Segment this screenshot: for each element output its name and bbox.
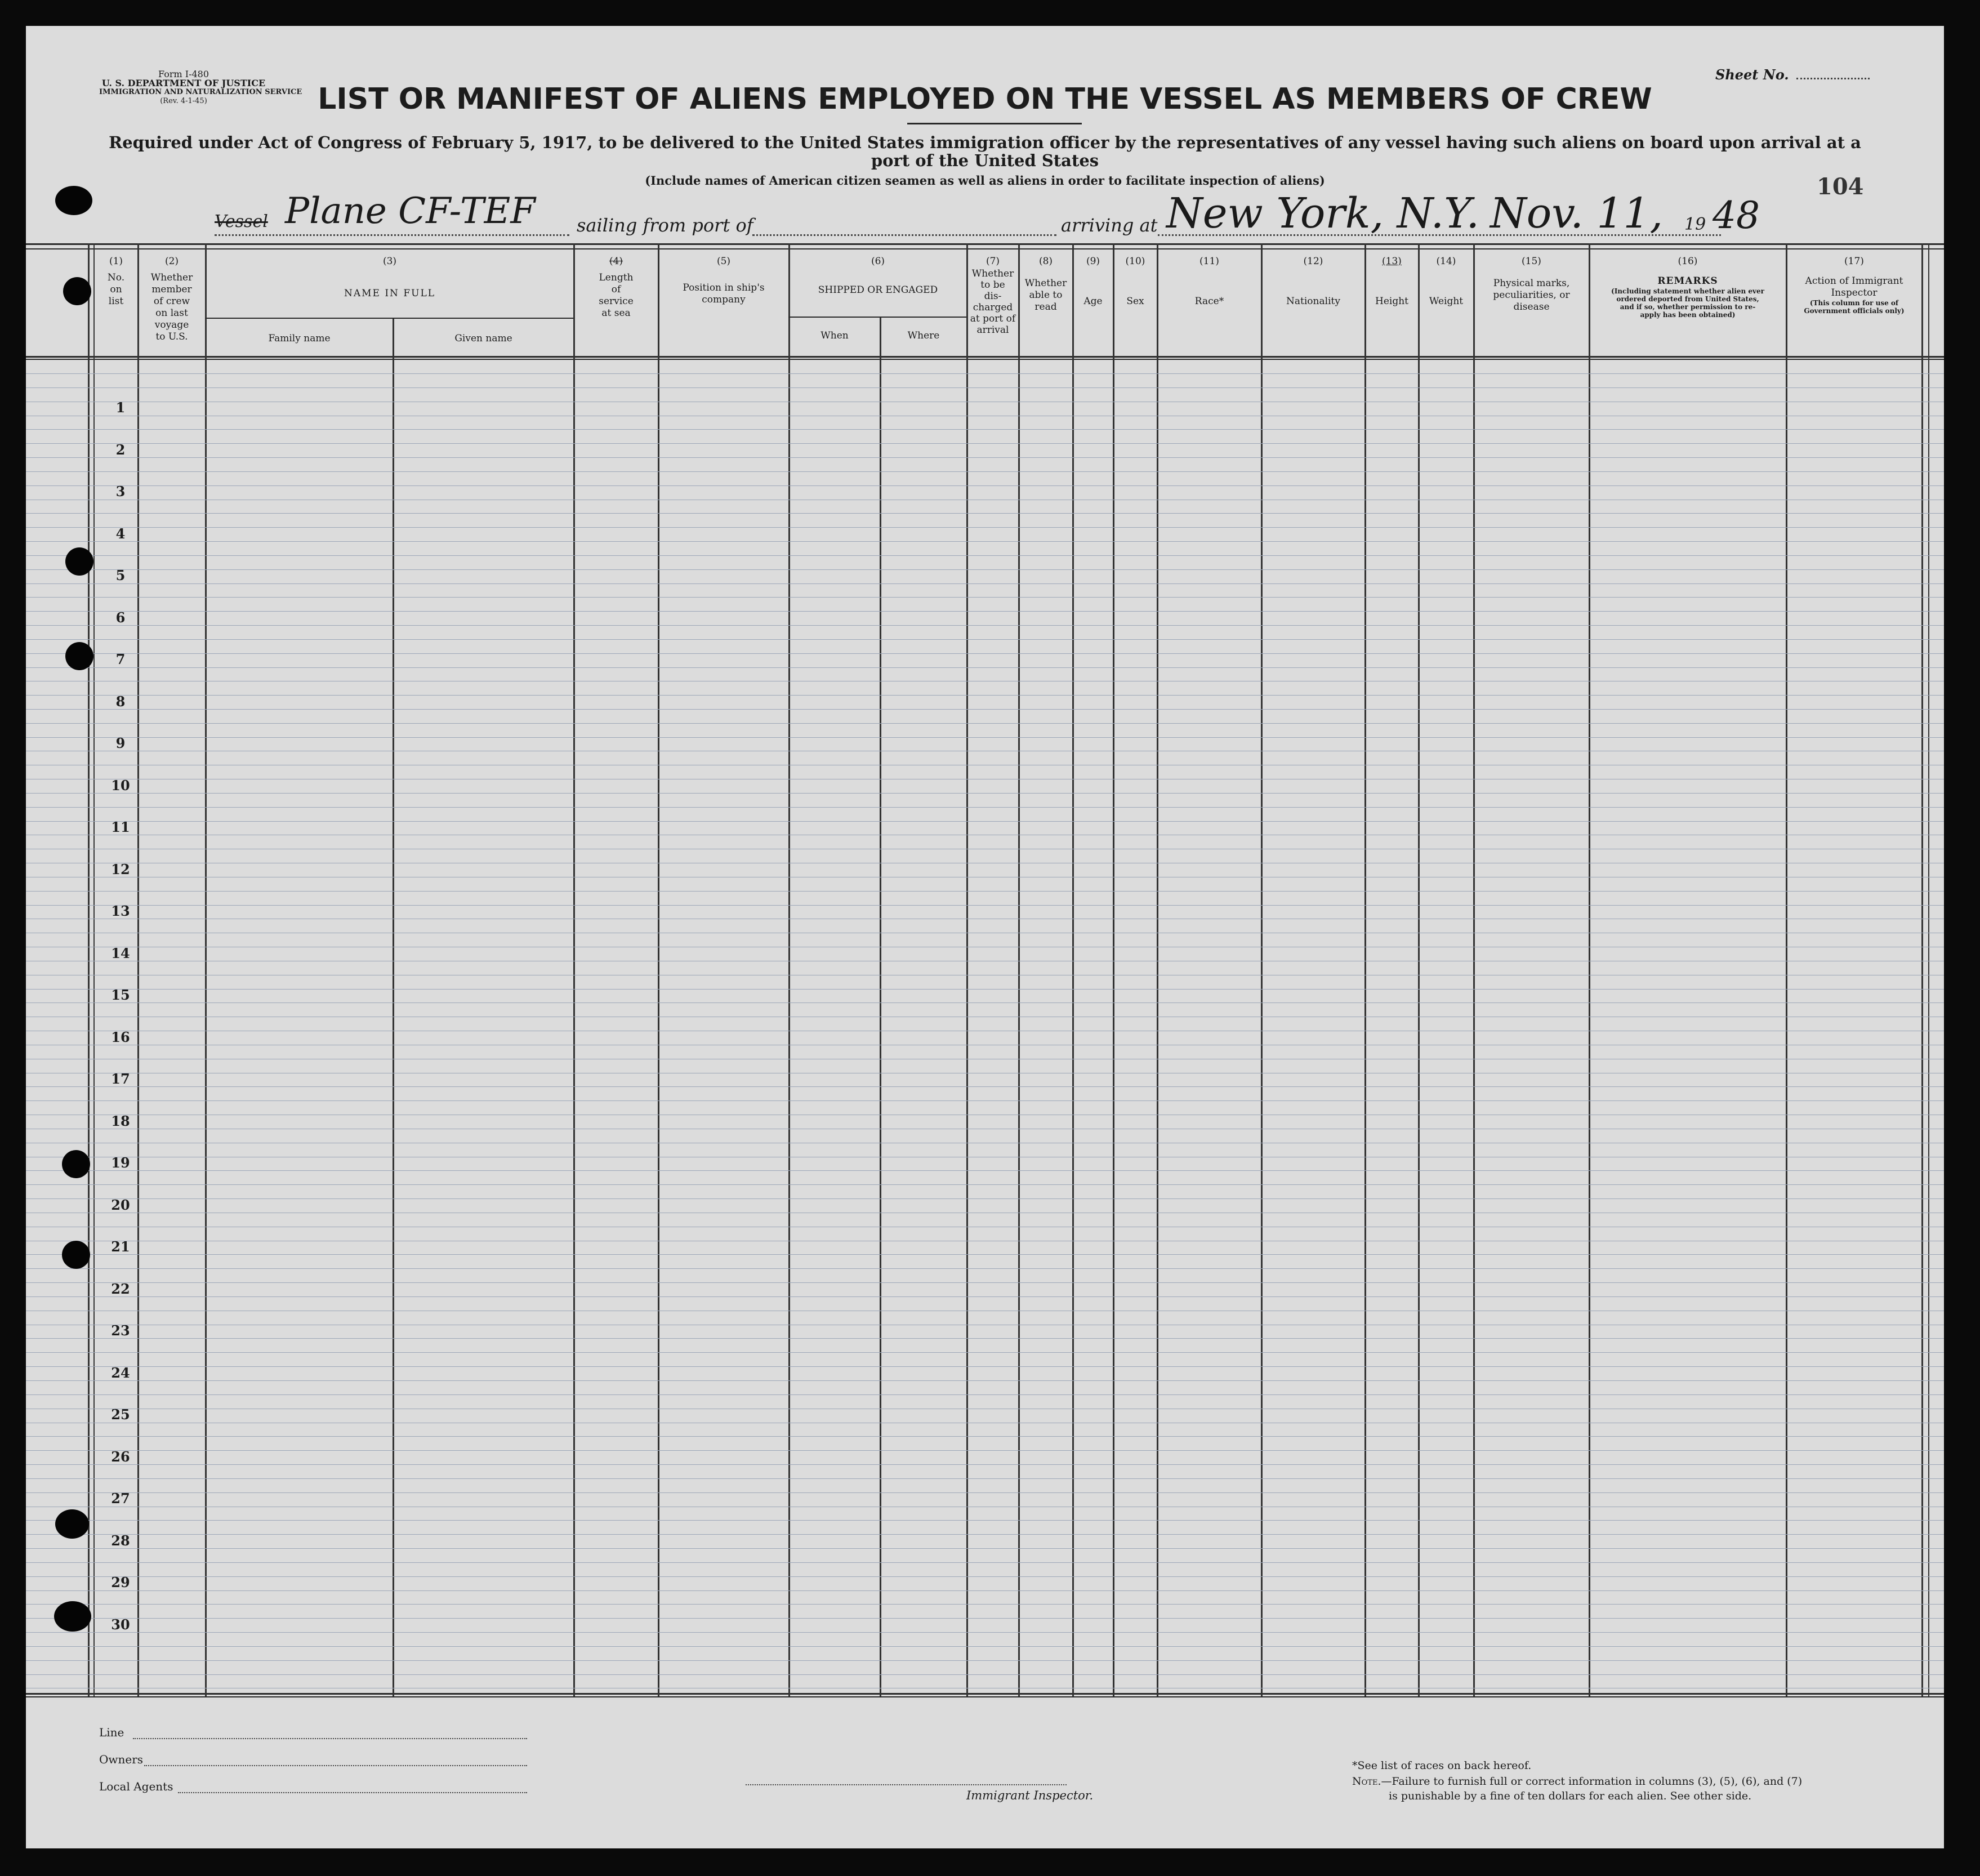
ruled-line	[26, 695, 1944, 696]
ruled-line	[26, 1184, 1944, 1185]
ruled-line	[26, 1492, 1944, 1493]
races-note: *See list of races on back hereof.	[1352, 1759, 1532, 1772]
ruled-line	[26, 667, 1944, 668]
col1-label-line: No.	[107, 272, 125, 283]
ruled-line	[26, 1674, 1944, 1675]
ruled-line	[26, 443, 1944, 444]
col9-number: (9)	[1086, 256, 1100, 267]
subtitle-note: (Include names of American citizen seamen as well as aliens in order to facilitate inspection of aliens)	[645, 173, 1325, 188]
given-name-header: Given name	[454, 333, 512, 344]
col7-label-line: Whether	[971, 268, 1014, 279]
col15-label-line: Physical marks,	[1493, 278, 1570, 289]
col7-label-line: dis-	[984, 291, 1002, 302]
col-divider	[393, 319, 394, 1696]
col1-header	[95, 256, 137, 308]
col10-number: (10)	[1125, 256, 1145, 267]
stamp-number: 104	[1817, 173, 1864, 200]
ruled-line	[26, 611, 1944, 612]
col2-label-line: to U.S.	[155, 331, 188, 342]
form-revision: (Rev. 4-1-45)	[160, 97, 207, 105]
ruled-line	[26, 891, 1944, 892]
ruled-line	[26, 989, 1944, 990]
ruled-line	[26, 1646, 1944, 1647]
note-line1: —Failure to furnish full or correct information in columns (3), (5), (6), and (7)	[1381, 1775, 1803, 1788]
col11-header	[1158, 256, 1261, 308]
punch-hole	[54, 1601, 91, 1632]
col3-label: NAME IN FULL	[344, 288, 436, 299]
row-number: 9	[115, 735, 126, 751]
col8-header	[1019, 256, 1072, 313]
name-subheader-rule	[205, 318, 573, 319]
col6-label: SHIPPED OR ENGAGED	[818, 284, 938, 296]
col2-header	[139, 256, 205, 343]
col10-label: Sex	[1126, 296, 1144, 307]
col17-note-line: Government officials only)	[1804, 307, 1905, 315]
punch-hole	[62, 1241, 90, 1269]
col17-header	[1787, 256, 1921, 315]
ruled-line	[26, 723, 1944, 724]
vessel-value[interactable]: Plane CF-TEF	[285, 190, 536, 232]
col7-label-line: at port of	[970, 313, 1016, 324]
ruled-line	[26, 1100, 1944, 1101]
ruled-line	[26, 737, 1944, 738]
title-underline	[907, 123, 1082, 124]
col1-label-line: on	[110, 284, 122, 295]
service-name: IMMIGRATION AND NATURALIZATION SERVICE	[99, 88, 302, 96]
subtitle-line2: port of the United States	[871, 151, 1099, 170]
col4-number: (4)	[609, 256, 623, 267]
row-number: 5	[115, 567, 126, 583]
row-number: 25	[111, 1406, 130, 1423]
col1-label-line: list	[108, 296, 124, 307]
year-value[interactable]: 48	[1713, 194, 1760, 237]
ruled-line	[26, 1296, 1944, 1297]
col15-label-line: peculiarities, or	[1493, 289, 1570, 301]
row-number: 27	[111, 1490, 130, 1507]
row-number: 14	[111, 945, 130, 961]
col7-number: (7)	[985, 256, 1000, 267]
row-number: 17	[111, 1071, 130, 1087]
row-number: 30	[111, 1616, 130, 1633]
table-top-rule	[26, 243, 1944, 245]
arriving-value[interactable]: New York, N.Y.	[1166, 189, 1480, 238]
col3-header	[206, 256, 573, 300]
col14-number: (14)	[1436, 256, 1456, 267]
col14-label: Weight	[1429, 296, 1464, 307]
col12-label: Nationality	[1286, 296, 1340, 307]
subtitle-line1: Required under Act of Congress of February 5, 1917, to be delivered to the United States immigration officer by the representatives of any vessel having such aliens on board upon arrival at a	[109, 133, 1861, 152]
sheet-number-blank[interactable]	[1796, 78, 1870, 79]
col5-label-line: Position in ship's	[683, 282, 765, 293]
ruled-line	[26, 485, 1944, 486]
department-name: U. S. DEPARTMENT OF JUSTICE	[101, 78, 266, 88]
col16-note-line: (Including statement whether alien ever	[1611, 287, 1764, 295]
header-bottom-rule	[26, 356, 1944, 358]
row-number: 29	[111, 1574, 130, 1590]
row-number: 20	[111, 1197, 130, 1213]
col4-label-line: at sea	[601, 308, 631, 319]
ruled-line	[26, 1198, 1944, 1199]
row-number: 18	[111, 1113, 130, 1129]
row-number: 16	[111, 1029, 130, 1045]
note-label: Note.	[1352, 1775, 1381, 1788]
ruled-line	[26, 1632, 1944, 1633]
ruled-line	[26, 583, 1944, 584]
ruled-line	[26, 1268, 1944, 1269]
row-number: 10	[111, 777, 130, 794]
ruled-line	[26, 1282, 1944, 1283]
col11-number: (11)	[1199, 256, 1219, 267]
ruled-line	[26, 1394, 1944, 1395]
punch-hole	[55, 1509, 89, 1539]
row-number: 12	[111, 861, 130, 877]
ruled-line	[26, 541, 1944, 542]
ruled-line	[26, 1366, 1944, 1367]
col14-header	[1419, 256, 1473, 308]
ruled-line	[26, 1352, 1944, 1353]
arriving-label: arriving at	[1061, 215, 1158, 236]
punch-hole	[55, 186, 92, 215]
ruled-line	[26, 1464, 1944, 1465]
col4-header	[574, 256, 658, 319]
ruled-line	[26, 597, 1944, 598]
col10-header	[1114, 256, 1157, 308]
ruled-line	[26, 1380, 1944, 1381]
ruled-line	[26, 793, 1944, 794]
ruled-line	[26, 1604, 1944, 1605]
ruled-line	[26, 821, 1944, 822]
ruled-line	[26, 1170, 1944, 1171]
date-value[interactable]: Nov. 11,	[1490, 189, 1664, 238]
sailing-field-line[interactable]	[752, 234, 1056, 236]
col13-label: Height	[1375, 296, 1408, 307]
col5-label-line: company	[702, 294, 746, 305]
col12-number: (12)	[1303, 256, 1323, 267]
punch-hole	[62, 1150, 90, 1178]
note-line2: is punishable by a fine of ten dollars for each alien. See other side.	[1389, 1790, 1752, 1802]
row-number: 2	[115, 442, 126, 458]
table-top-rule-2	[26, 248, 1944, 249]
year-prefix: 19	[1684, 215, 1706, 234]
table-bottom-rule	[26, 1693, 1944, 1695]
col7-label-line: arrival	[976, 324, 1009, 336]
row-number: 7	[115, 651, 126, 667]
ruled-line	[26, 1618, 1944, 1619]
manifest-sheet	[26, 26, 1944, 1848]
col13-number: (13)	[1382, 256, 1402, 267]
col3-number: (3)	[382, 256, 397, 267]
col9-label: Age	[1083, 296, 1103, 307]
col16-note-line: apply has been obtained)	[1640, 311, 1736, 319]
ruled-line	[26, 1002, 1944, 1003]
owners-label: Owners	[99, 1753, 144, 1766]
line-field[interactable]	[133, 1738, 527, 1739]
ruled-line	[26, 653, 1944, 654]
col17-number: (17)	[1844, 256, 1864, 267]
punch-hole	[65, 547, 93, 576]
col17-note-line: (This column for use of	[1809, 299, 1899, 307]
row-number: 6	[115, 609, 126, 626]
ruled-line	[26, 1520, 1944, 1521]
ruled-line	[26, 569, 1944, 570]
col2-label-line: member	[151, 284, 192, 295]
vessel-label: Vessel	[215, 212, 268, 231]
ruled-line	[26, 1562, 1944, 1563]
row-number: 13	[111, 903, 130, 919]
ruled-line	[26, 625, 1944, 626]
fine-note	[1352, 1775, 1802, 1788]
col16-label: REMARKS	[1657, 275, 1718, 287]
shipped-subheader-rule	[788, 317, 966, 318]
col2-number: (2)	[164, 256, 179, 267]
local-agents-label: Local Agents	[99, 1780, 173, 1793]
col13-header	[1366, 256, 1418, 308]
ruled-line	[26, 807, 1944, 808]
header-bottom-rule-2	[26, 359, 1944, 360]
col9-header	[1073, 256, 1113, 308]
col6-number: (6)	[871, 256, 885, 267]
row-number: 22	[111, 1281, 130, 1297]
col8-label-line: able to	[1029, 289, 1063, 301]
where-header: Where	[907, 330, 940, 341]
row-number: 24	[111, 1365, 130, 1381]
ruled-line	[26, 1254, 1944, 1255]
ruled-line	[26, 905, 1944, 906]
ruled-line	[26, 1450, 1944, 1451]
col4-label-line: Length	[599, 272, 634, 283]
ruled-line	[26, 639, 1944, 640]
col12-header	[1262, 256, 1364, 308]
ruled-line	[26, 513, 1944, 514]
col16-note-line: and if so, whether permission to re-	[1620, 303, 1756, 311]
col1-number: (1)	[109, 256, 123, 267]
sailing-label: sailing from port of	[577, 215, 753, 236]
row-number: 11	[111, 819, 130, 835]
ruled-line	[26, 1478, 1944, 1479]
col-divider	[880, 318, 881, 1696]
row-number: 15	[111, 987, 130, 1003]
row-number: 19	[111, 1155, 130, 1171]
ruled-line	[26, 457, 1944, 458]
family-name-header: Family name	[268, 333, 331, 344]
col17-label-line: Action of Immigrant	[1805, 275, 1903, 287]
ruled-line	[26, 1576, 1944, 1577]
row-number: 23	[111, 1322, 130, 1339]
col4-label-line: service	[599, 296, 634, 307]
ruled-line	[26, 1590, 1944, 1591]
ruled-line	[26, 387, 1944, 388]
vessel-field-line	[215, 234, 569, 236]
col11-label: Race*	[1194, 296, 1224, 307]
col16-note-line: ordered deported from United States,	[1616, 295, 1759, 303]
col8-label-line: read	[1034, 301, 1057, 313]
col7-label-line: charged	[973, 302, 1013, 313]
ruled-line	[26, 1338, 1944, 1339]
local-agents-field[interactable]	[178, 1792, 527, 1793]
ruled-line	[26, 555, 1944, 556]
col2-label-line: Whether	[150, 272, 193, 283]
when-header: When	[820, 330, 849, 341]
col16-header	[1590, 256, 1786, 319]
sheet-number-label: Sheet No.	[1715, 66, 1789, 83]
ruled-line	[26, 527, 1944, 528]
punch-hole	[65, 642, 93, 670]
row-number: 28	[111, 1532, 130, 1549]
ruled-line	[26, 1436, 1944, 1437]
col8-label-line: Whether	[1024, 278, 1067, 289]
col17-label-line: Inspector	[1831, 287, 1878, 298]
col15-number: (15)	[1522, 256, 1541, 267]
inspector-signature-line[interactable]	[746, 1784, 1067, 1785]
ruled-line	[26, 1660, 1944, 1661]
col6-header	[790, 256, 966, 296]
col5-number: (5)	[716, 256, 731, 267]
ruled-line	[26, 471, 1944, 472]
col16-number: (16)	[1678, 256, 1698, 267]
row-number: 1	[115, 399, 126, 416]
col15-header	[1474, 256, 1589, 313]
ruled-line	[26, 429, 1944, 430]
row-number: 3	[115, 483, 126, 500]
row-number: 8	[115, 693, 126, 710]
ruled-line	[26, 1534, 1944, 1535]
col15-label-line: disease	[1513, 301, 1550, 313]
sheet-number-field	[1715, 66, 1870, 83]
col5-header	[659, 256, 788, 306]
table-bottom-rule-2	[26, 1696, 1944, 1697]
ruled-line	[26, 1548, 1944, 1549]
punch-hole	[63, 277, 91, 305]
row-number: 21	[111, 1238, 130, 1255]
row-number: 4	[115, 525, 126, 542]
inspector-label: Immigrant Inspector.	[966, 1789, 1094, 1802]
col2-label-line: voyage	[154, 319, 189, 331]
col8-number: (8)	[1038, 256, 1053, 267]
form-title: LIST OR MANIFEST OF ALIENS EMPLOYED ON THE VESSEL AS MEMBERS OF CREW	[318, 82, 1652, 116]
line-label: Line	[99, 1726, 124, 1739]
form-number: Form I-480	[158, 69, 209, 79]
col7-header	[967, 256, 1018, 336]
owners-field[interactable]	[144, 1765, 527, 1766]
col2-label-line: on last	[155, 308, 188, 319]
col2-label-line: of crew	[153, 296, 190, 307]
row-number: 26	[111, 1449, 130, 1465]
ruled-line	[26, 709, 1944, 710]
col4-label-line: of	[611, 284, 621, 295]
ruled-line	[26, 1086, 1944, 1087]
ruled-line	[26, 373, 1944, 374]
col7-label-line: to be	[980, 279, 1005, 291]
